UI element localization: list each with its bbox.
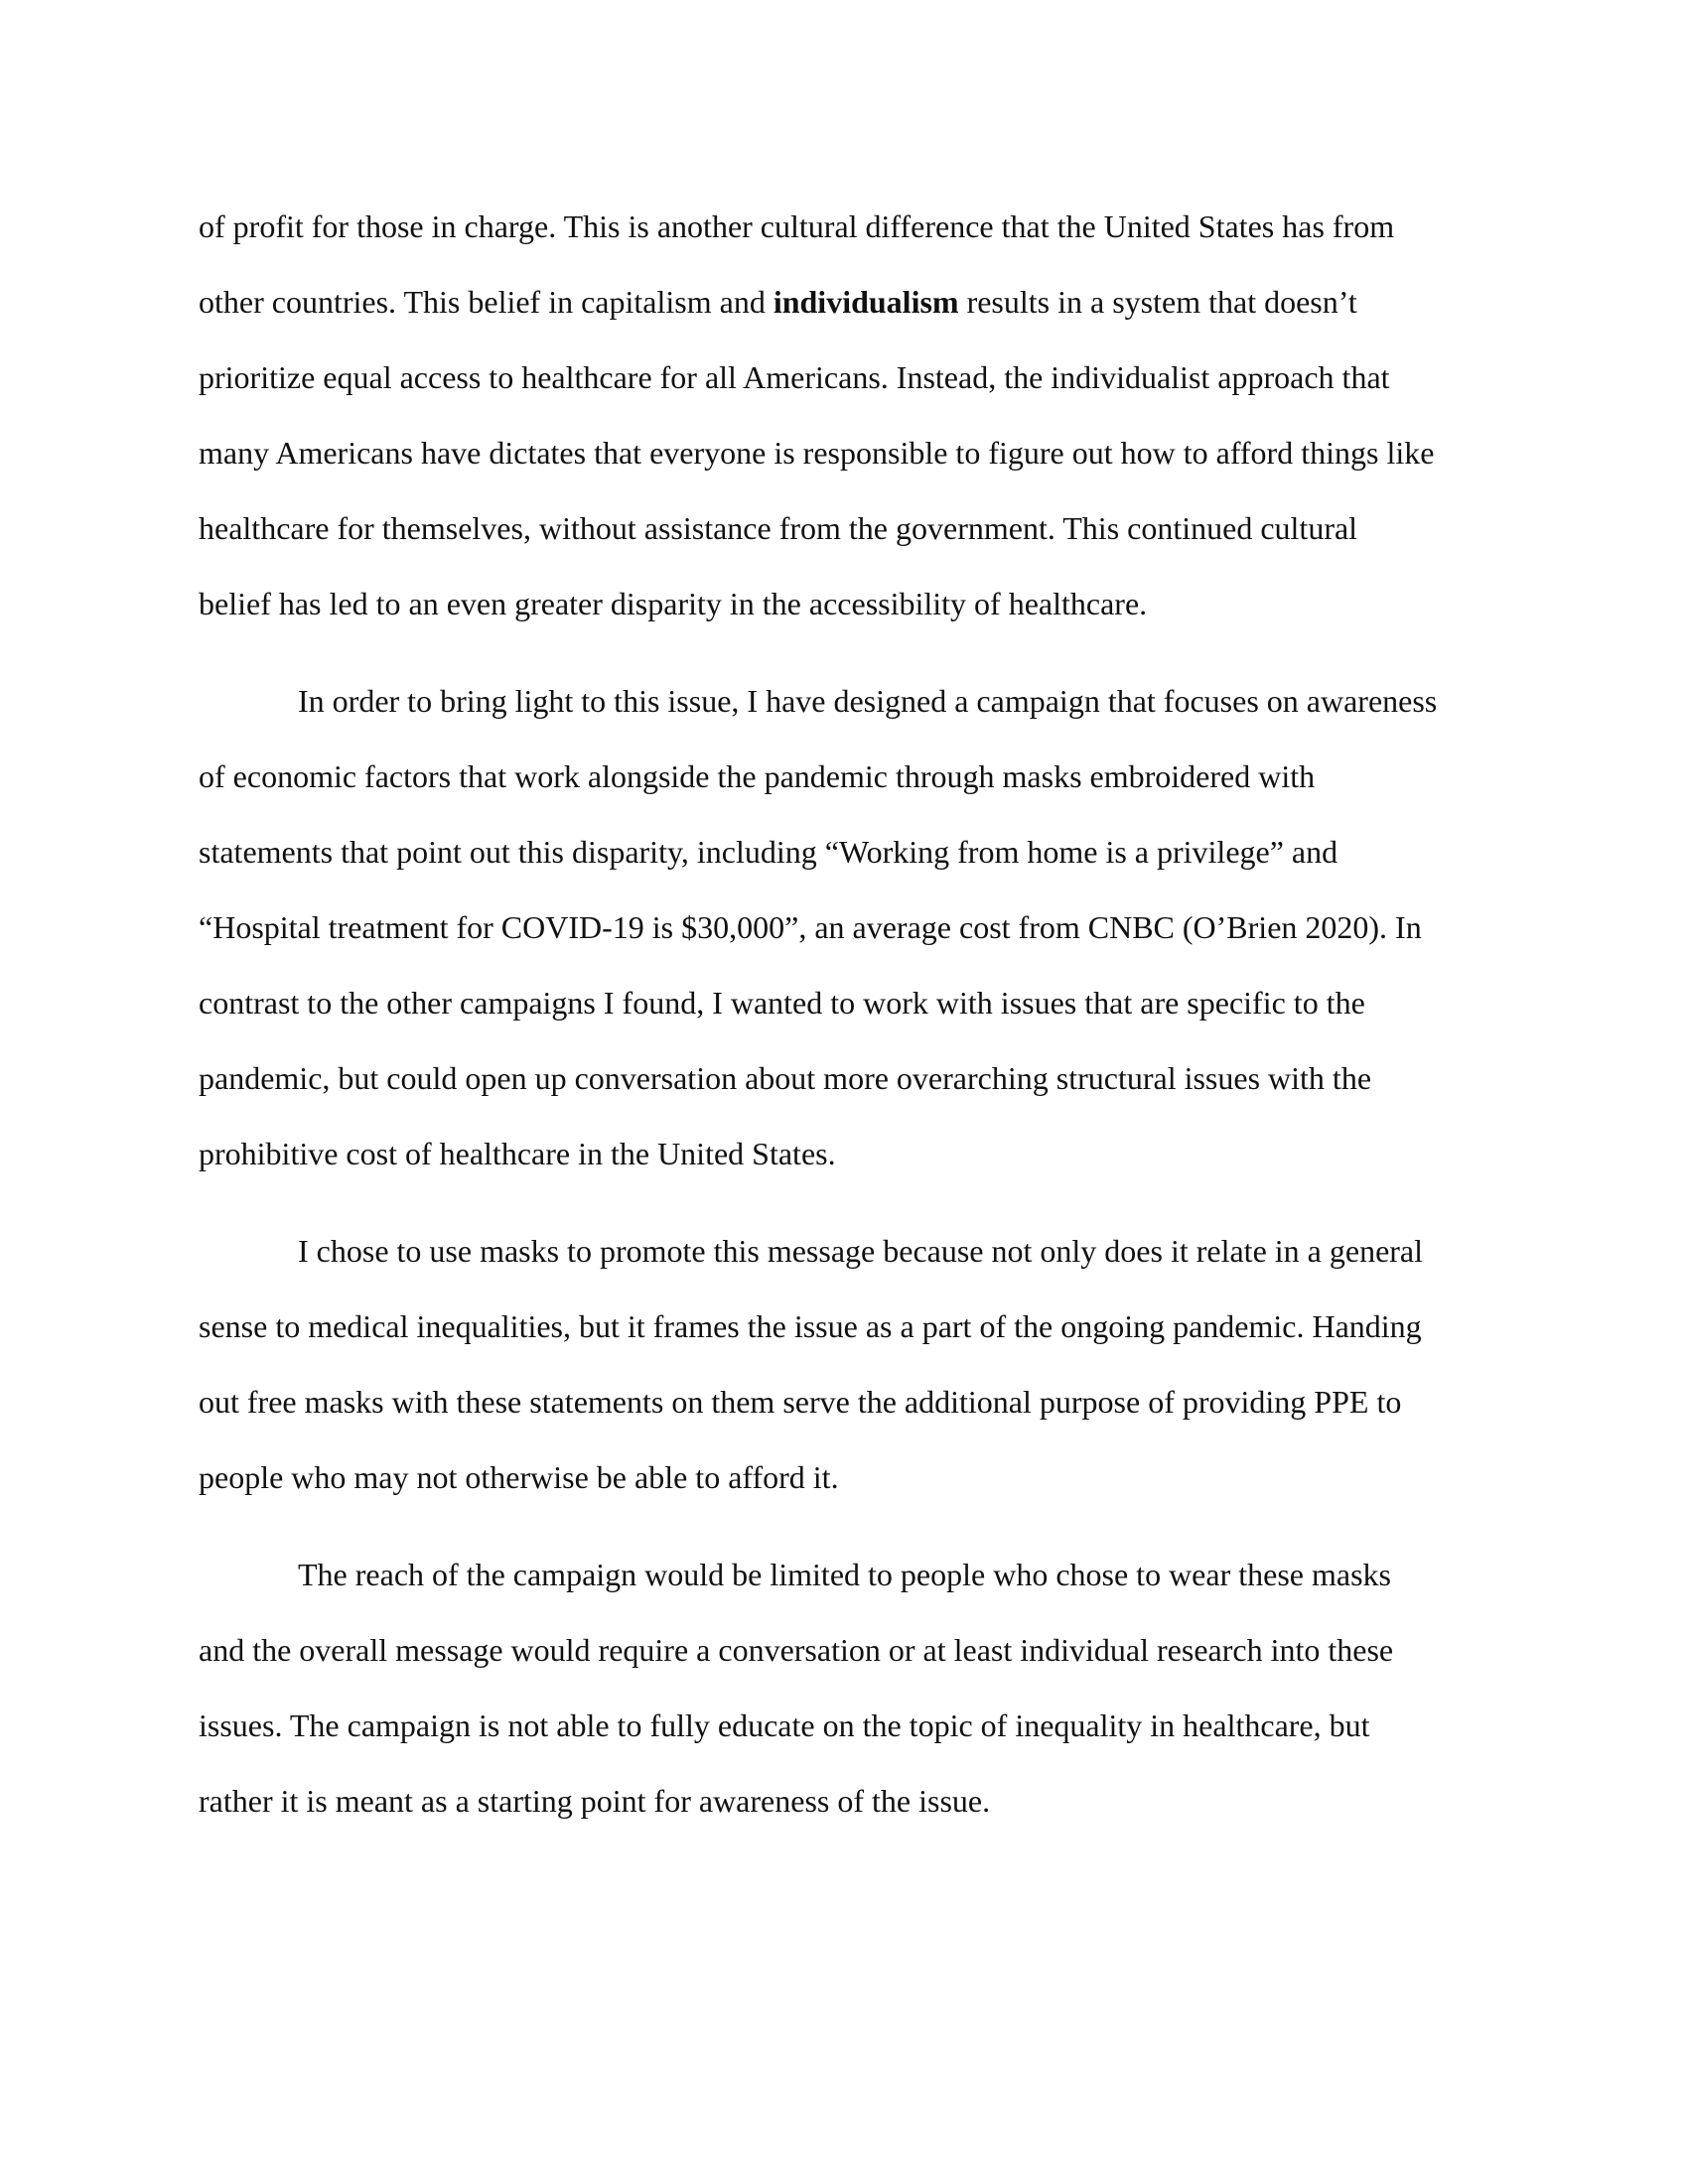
body-text [199,189,1499,1839]
text-line: issues. The campaign is not able to fully educate on the topic of inequality in healthcare, but [199,1707,1370,1743]
paragraph-spacing [199,1515,1499,1537]
text-line: healthcare for themselves, without assistance from the government. This continued cultural [199,510,1358,546]
text-line: out free masks with these statements on them serve the additional purpose of providing PPE to [199,1384,1402,1420]
text-line: and the overall message would require a conversation or at least individual research into these [199,1632,1394,1668]
text-line: I chose to use masks to promote this message because not only does it relate in a general [298,1233,1424,1269]
text-line: contrast to the other campaigns I found, I wanted to work with issues that are specific to the [199,985,1365,1021]
text-line: sense to medical inequalities, but it frames the issue as a part of the ongoing pandemic. Handing [199,1308,1422,1344]
paragraph-spacing [199,641,1499,663]
text-line: pandemic, but could open up conversation about more overarching structural issues with the [199,1060,1372,1096]
paragraph-4 [199,1537,1499,1839]
text-line: prohibitive cost of healthcare in the United States. [199,1136,836,1171]
text-line: In order to bring light to this issue, I have designed a campaign that focuses on awareness [298,683,1438,719]
text-run: results in a system that doesn’t [958,284,1357,320]
text-line: The reach of the campaign would be limited to people who chose to wear these masks [298,1557,1391,1592]
text-line: rather it is meant as a starting point for awareness of the issue. [199,1783,991,1819]
text-line: of economic factors that work alongside the pandemic through masks embroidered with [199,758,1316,794]
paragraph-spacing [199,1191,1499,1213]
text-line: prioritize equal access to healthcare for all Americans. Instead, the individualist approach that [199,359,1390,395]
text-line: “Hospital treatment for COVID-19 is $30,000”, an average cost from CNBC (O’Brien 2020). In [199,909,1422,945]
paragraph-3 [199,1213,1499,1515]
bold-term: individualism [773,284,959,320]
text-line: statements that point out this disparity, including “Working from home is a privilege” and [199,834,1338,870]
paragraph-2 [199,663,1499,1191]
text-line: people who may not otherwise be able to afford it. [199,1459,839,1495]
paragraph-1 [199,189,1499,641]
text-line: of profit for those in charge. This is another cultural difference that the United States has from [199,208,1395,244]
text-line: many Americans have dictates that everyone is responsible to figure out how to afford things like [199,435,1435,471]
text-line: belief has led to an even greater disparity in the accessibility of healthcare. [199,586,1148,621]
text-run: other countries. This belief in capitalism and [199,284,774,320]
text-line [199,264,1499,340]
